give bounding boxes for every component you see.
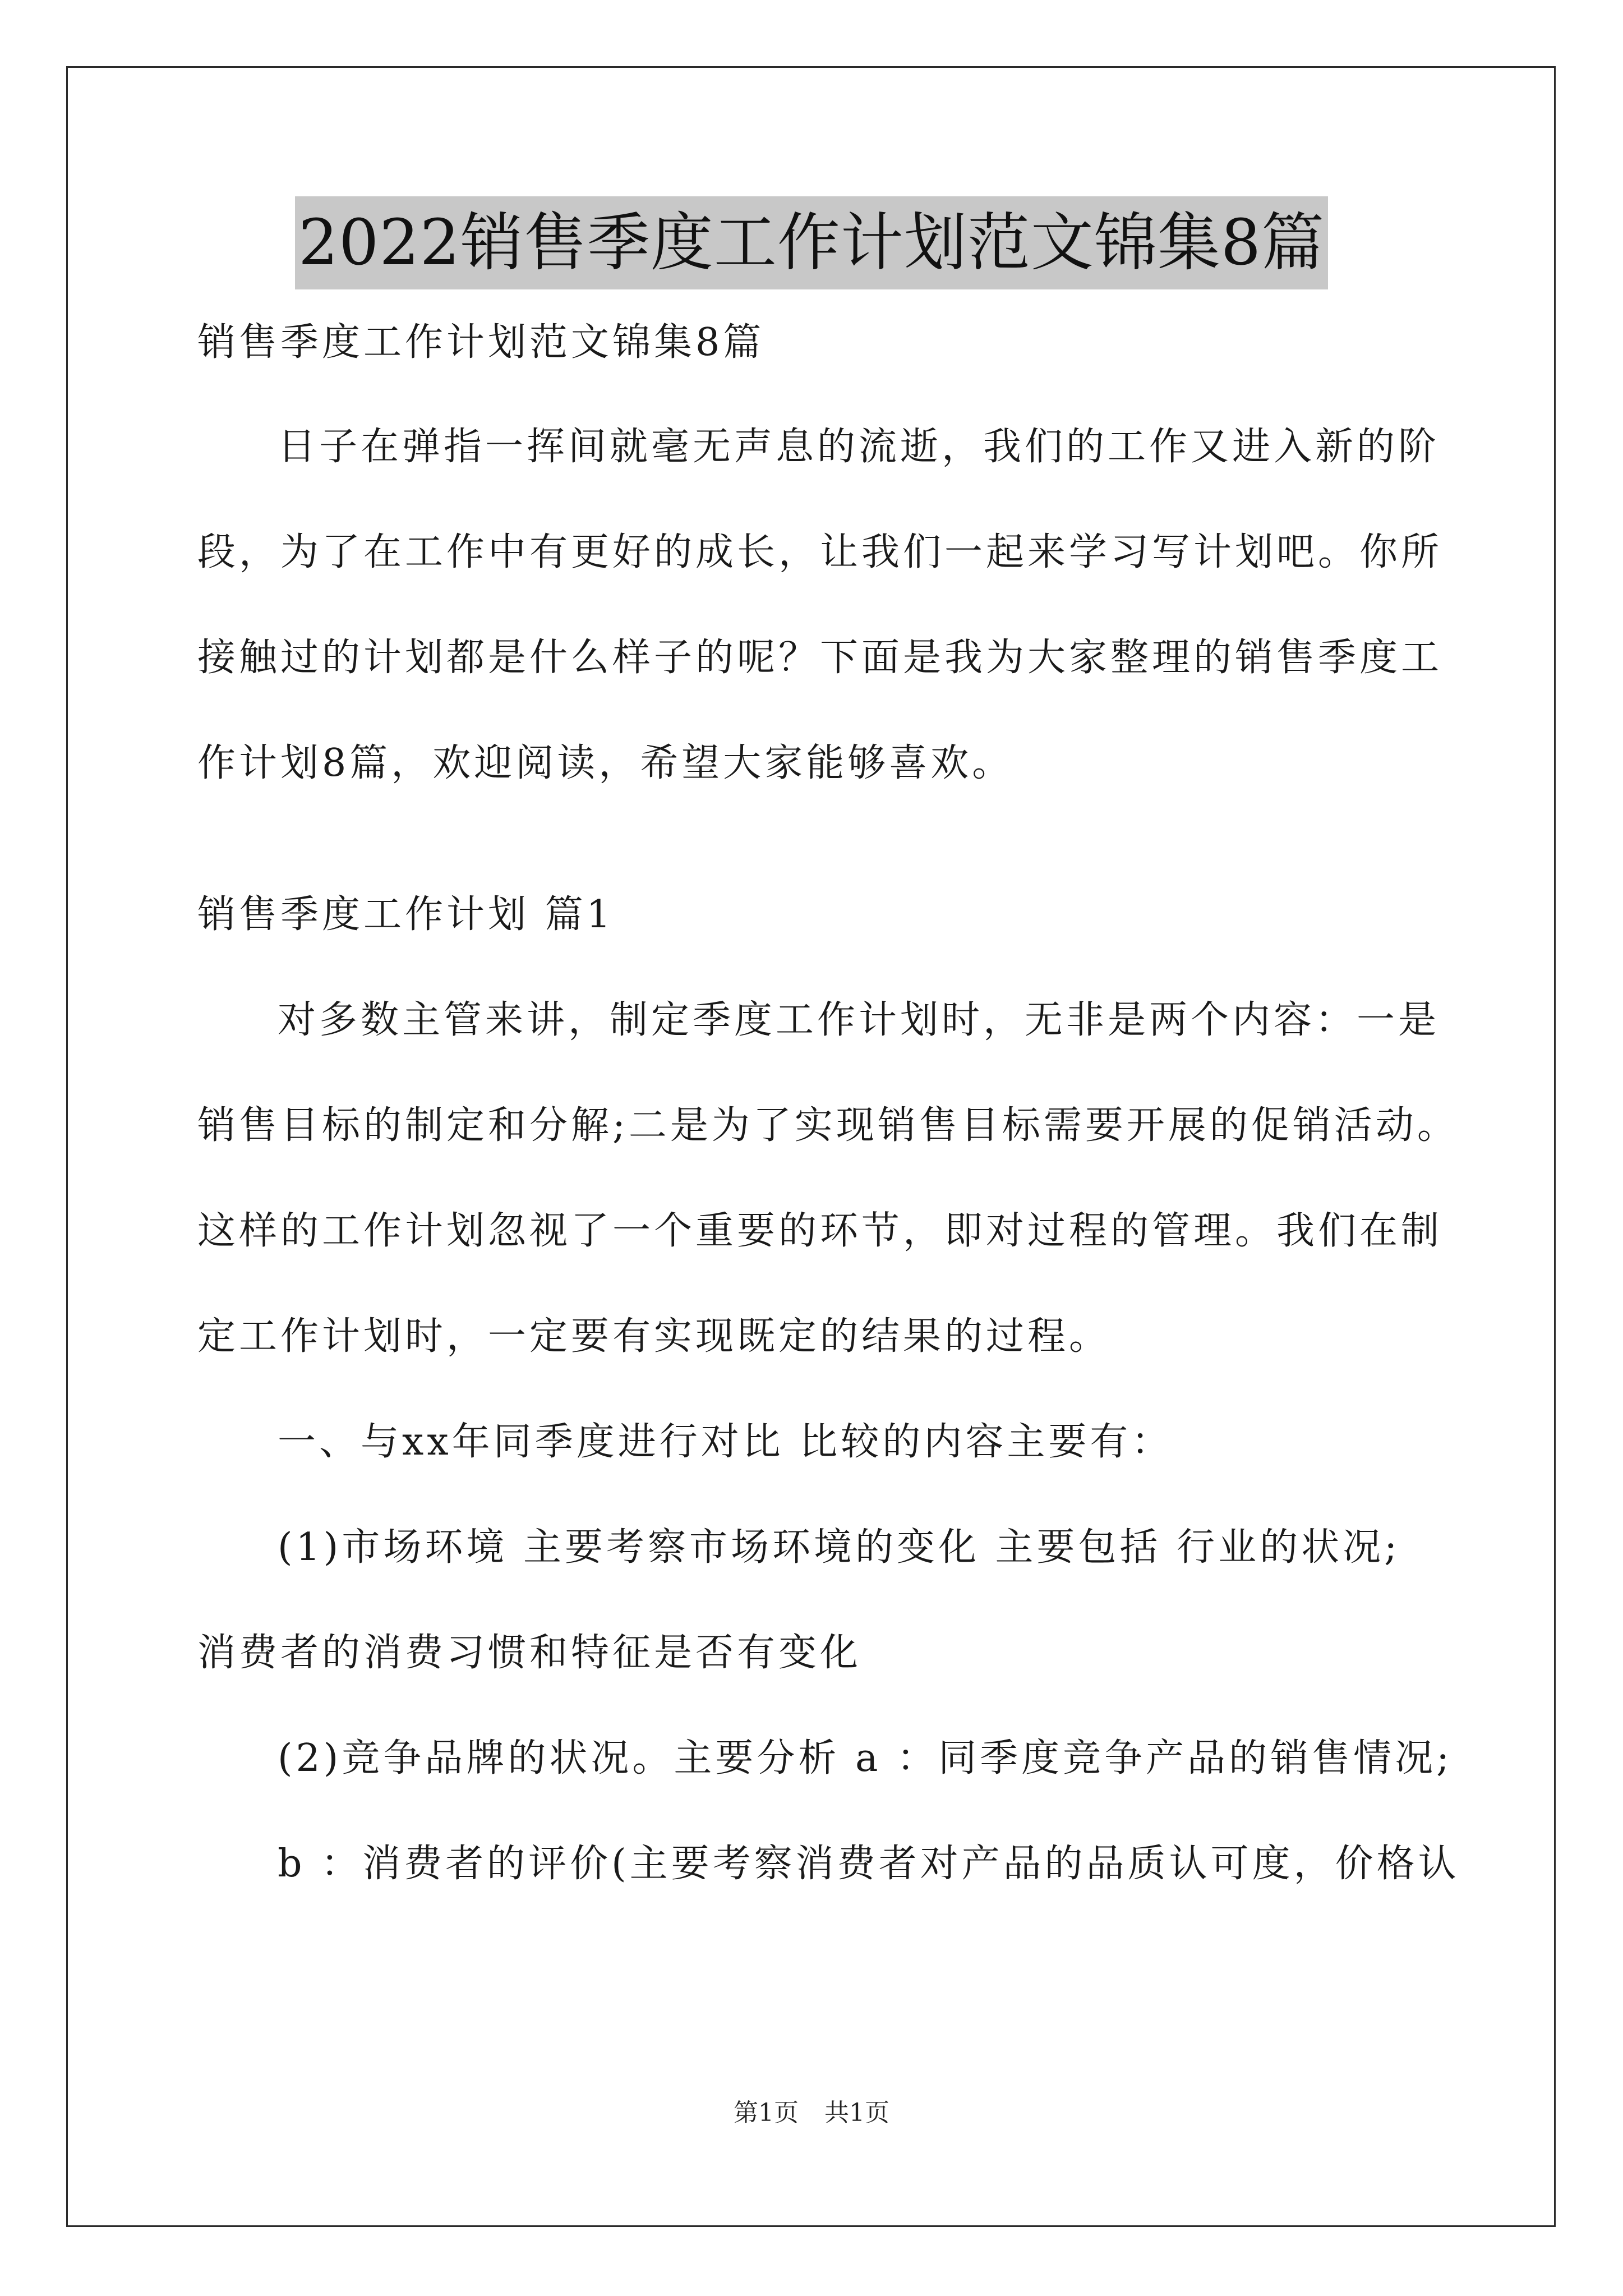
section-heading: 销售季度工作计划 篇1 [197,892,614,937]
paragraph-line: 消费者的消费习惯和特征是否有变化 [197,1631,862,1675]
paragraph-line: (1)市场环境 主要考察市场环境的变化 主要包括 行业的状况; [278,1525,1401,1570]
page-total: 共1页 [824,2099,889,2127]
document-body [197,314,1459,1893]
paragraph-3 [197,1519,1459,1682]
intro-line: 段，为了在工作中有更好的成长，让我们一起来学习写计划吧。你所 [197,530,1443,574]
paragraph-line: 对多数主管来讲，制定季度工作计划时，无非是两个内容：一是 [278,998,1440,1042]
document-subtitle: 销售季度工作计划范文锦集8篇 [197,320,765,365]
paragraph-1 [197,992,1459,1365]
paragraph-line: 这样的工作计划忽视了一个重要的环节，即对过程的管理。我们在制 [197,1209,1443,1253]
paragraph-4: (2)竞争品牌的状况。主要分析 a ：同季度竞争产品的销售情况; [278,1736,1453,1780]
document-title: 2022销售季度工作计划范文锦集8篇 [295,196,1328,289]
title-container [0,196,1623,289]
intro-line: 日子在弹指一挥间就毫无声息的流逝，我们的工作又进入新的阶 [278,425,1440,469]
intro-line: 作计划8篇，欢迎阅读，希望大家能够喜欢。 [197,741,1014,785]
page-number: 第1页 [734,2099,799,2127]
intro-paragraph [197,418,1459,792]
intro-line: 接触过的计划都是什么样子的呢？下面是我为大家整理的销售季度工 [197,636,1443,680]
paragraph-line: 销售目标的制定和分解;二是为了实现销售目标需要开展的促销活动。 [197,1103,1459,1148]
paragraph-line: 定工作计划时，一定要有实现既定的结果的过程。 [197,1314,1111,1359]
paragraph-5: b ：消费者的评价(主要考察消费者对产品的品质认可度，价格认 [278,1842,1460,1886]
paragraph-2: 一、与xx年同季度进行对比 比较的内容主要有： [278,1420,1173,1464]
page-footer [0,2092,1623,2128]
